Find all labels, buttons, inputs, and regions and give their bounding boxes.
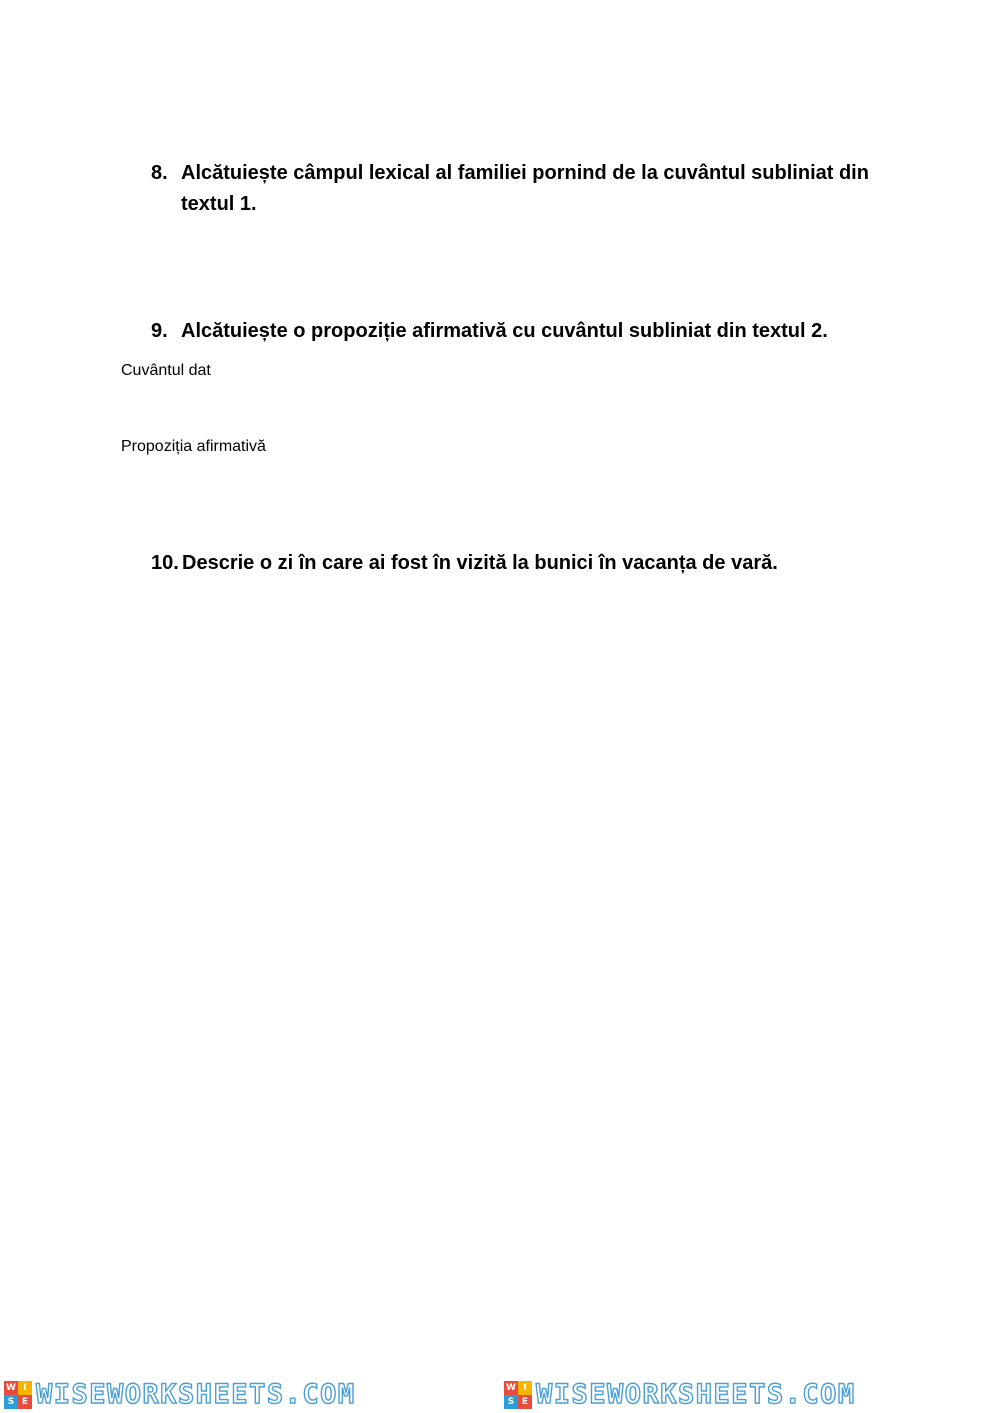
question-text-line: textul 1.	[181, 193, 257, 215]
watermark	[500, 1376, 1000, 1413]
logo-letter: S	[504, 1395, 518, 1409]
logo-letter: W	[4, 1381, 18, 1395]
logo-letter: E	[18, 1395, 32, 1409]
word-given-label: Cuvântul dat	[121, 362, 211, 379]
question-8	[151, 158, 911, 220]
affirmative-sentence-label: Propoziția afirmativă	[121, 438, 266, 455]
wise-logo-icon	[504, 1381, 532, 1409]
question-9	[151, 316, 911, 347]
question-number: 8.	[151, 162, 168, 184]
question-text-line: Alcătuiește o propoziție afirmativă cu cuvântul subliniat din textul 2.	[181, 320, 828, 342]
question-number: 10.	[151, 552, 179, 574]
logo-letter: S	[4, 1395, 18, 1409]
question-text-line: Descrie o zi în care ai fost în vizită la bunici în vacanța de vară.	[182, 552, 778, 574]
logo-letter: I	[518, 1381, 532, 1395]
logo-letter: W	[504, 1381, 518, 1395]
footer-watermark-bar	[0, 1376, 1000, 1413]
logo-letter: I	[18, 1381, 32, 1395]
watermark-text: WISEWORKSHEETS.COM	[36, 1379, 356, 1410]
question-text-line: Alcătuiește câmpul lexical al familiei pornind de la cuvântul subliniat din	[181, 162, 869, 184]
logo-letter: E	[518, 1395, 532, 1409]
watermark-text: WISEWORKSHEETS.COM	[536, 1379, 856, 1410]
watermark	[0, 1376, 500, 1413]
question-10	[151, 548, 931, 579]
question-number: 9.	[151, 320, 168, 342]
wise-logo-icon	[4, 1381, 32, 1409]
